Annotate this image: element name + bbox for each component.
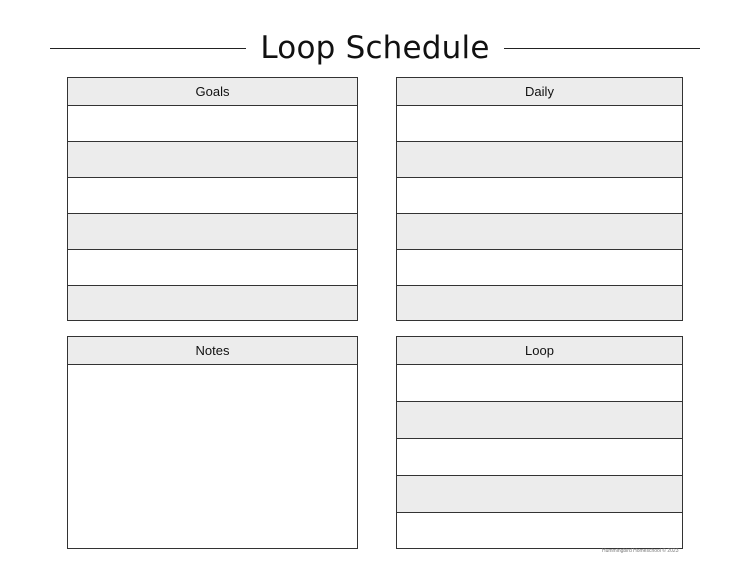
- goals-row[interactable]: [68, 286, 357, 320]
- loop-row[interactable]: [397, 513, 682, 548]
- goals-row[interactable]: [68, 250, 357, 286]
- goals-rows: [68, 106, 357, 320]
- goals-row[interactable]: [68, 142, 357, 178]
- loop-rows: [397, 365, 682, 548]
- copyright-footer: Hummingbird Homeschool © 2023: [602, 548, 679, 554]
- daily-header: Daily: [397, 78, 682, 106]
- loop-section: [396, 336, 683, 549]
- notes-header: Notes: [68, 337, 357, 365]
- daily-section: [396, 77, 683, 321]
- loop-row[interactable]: [397, 476, 682, 513]
- title-rule-left: [50, 48, 246, 49]
- daily-row[interactable]: [397, 142, 682, 178]
- goals-row[interactable]: [68, 214, 357, 250]
- page-title-bar: [50, 28, 700, 68]
- daily-row[interactable]: [397, 214, 682, 250]
- page-title: Loop Schedule: [260, 30, 490, 66]
- daily-row[interactable]: [397, 106, 682, 142]
- notes-section: [67, 336, 358, 549]
- notes-area[interactable]: [68, 365, 357, 548]
- daily-row[interactable]: [397, 178, 682, 214]
- loop-row[interactable]: [397, 402, 682, 439]
- daily-row[interactable]: [397, 250, 682, 286]
- loop-row[interactable]: [397, 439, 682, 476]
- daily-rows: [397, 106, 682, 320]
- goals-row[interactable]: [68, 178, 357, 214]
- daily-row[interactable]: [397, 286, 682, 320]
- goals-section: [67, 77, 358, 321]
- goals-header: Goals: [68, 78, 357, 106]
- loop-header: Loop: [397, 337, 682, 365]
- loop-row[interactable]: [397, 365, 682, 402]
- title-rule-right: [504, 48, 700, 49]
- goals-row[interactable]: [68, 106, 357, 142]
